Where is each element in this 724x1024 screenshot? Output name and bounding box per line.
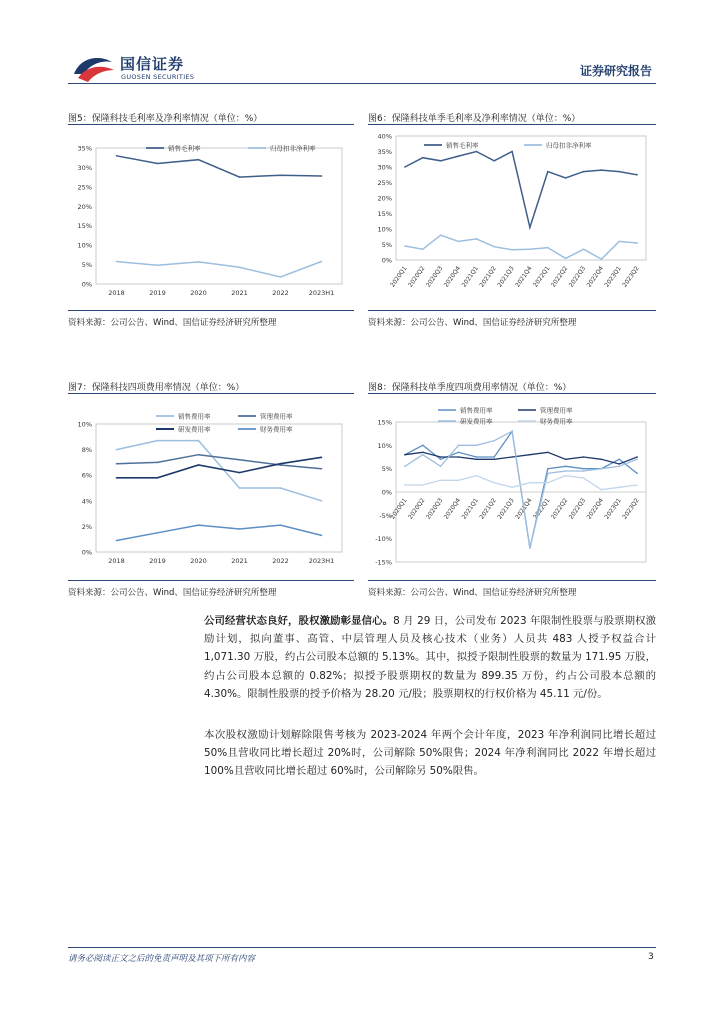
- data-point: [529, 248, 531, 250]
- y-tick-label: 10%: [377, 441, 392, 450]
- data-point: [601, 258, 603, 260]
- x-tick-label: 2022Q1: [532, 497, 552, 521]
- plot-frame: [96, 424, 342, 552]
- data-point: [157, 462, 159, 464]
- y-tick-label: 5%: [381, 241, 392, 249]
- data-point: [157, 163, 159, 165]
- y-tick-label: 8%: [81, 446, 92, 455]
- footer-rule: [68, 947, 656, 948]
- data-point: [476, 445, 478, 447]
- data-point: [239, 528, 241, 530]
- data-point: [280, 174, 282, 176]
- x-tick-label: 2020: [190, 557, 207, 565]
- data-point: [476, 151, 478, 153]
- legend-label: 管理费用率: [260, 412, 293, 421]
- data-point: [157, 477, 159, 479]
- data-point: [239, 459, 241, 461]
- data-point: [404, 166, 406, 168]
- data-point: [636, 242, 638, 244]
- y-tick-label: 25%: [77, 183, 92, 192]
- data-point: [583, 468, 585, 470]
- data-point: [493, 160, 495, 162]
- data-point: [239, 487, 241, 489]
- x-tick-label: 2023H1: [308, 557, 335, 565]
- data-point: [422, 248, 424, 250]
- data-point: [493, 440, 495, 442]
- x-tick-label: 2020Q2: [407, 497, 427, 521]
- y-tick-label: 5%: [81, 261, 92, 270]
- series-line: [117, 457, 322, 478]
- figure-7-source: 资料来源：公司公告、Wind、国信证券经济研究所整理: [68, 588, 277, 598]
- x-tick-label: 2020Q3: [424, 497, 445, 521]
- data-point: [511, 249, 513, 251]
- data-point: [458, 480, 460, 482]
- y-tick-label: 30%: [377, 163, 392, 172]
- data-point: [565, 470, 567, 472]
- legend-label: 财务费用率: [540, 417, 573, 426]
- x-tick-label: 2022Q1: [532, 265, 552, 289]
- fig-rule: [368, 393, 656, 394]
- data-point: [636, 456, 638, 458]
- x-tick-label: 2021Q1: [460, 497, 480, 521]
- legend-label: 研发费用率: [460, 417, 493, 426]
- data-point: [458, 456, 460, 458]
- x-tick-label: 2021Q2: [478, 265, 498, 289]
- data-point: [529, 454, 531, 456]
- data-point: [198, 524, 200, 526]
- y-tick-label: 30%: [77, 163, 92, 172]
- data-point: [157, 532, 159, 534]
- x-tick-label: 2019: [149, 289, 166, 297]
- legend-label: 归母扣非净利率: [270, 144, 316, 153]
- data-point: [618, 466, 620, 468]
- y-tick-label: 2%: [81, 522, 92, 531]
- data-point: [458, 445, 460, 447]
- data-point: [636, 459, 638, 461]
- guosen-logo-icon: [72, 52, 116, 86]
- data-point: [565, 258, 567, 260]
- data-point: [404, 454, 406, 456]
- x-tick-label: 2022Q4: [585, 497, 605, 521]
- legend-label: 销售毛利率: [446, 141, 479, 150]
- data-point: [476, 456, 478, 458]
- figure-6-title: 图6：保隆科技单季毛利率及净利率情况（单位：%）: [368, 114, 581, 124]
- logo: [72, 52, 116, 86]
- data-point: [116, 155, 118, 157]
- data-point: [198, 454, 200, 456]
- y-tick-label: 10%: [77, 420, 92, 429]
- data-point: [547, 452, 549, 454]
- data-point: [476, 475, 478, 477]
- x-tick-label: 2021: [231, 289, 248, 297]
- data-point: [601, 459, 603, 461]
- x-tick-label: 2020: [190, 289, 207, 297]
- y-tick-label: 0%: [381, 488, 392, 497]
- data-point: [636, 484, 638, 486]
- series-line: [117, 156, 322, 177]
- data-point: [321, 535, 323, 537]
- data-point: [440, 459, 442, 461]
- x-tick-label: 2022Q3: [567, 265, 588, 289]
- data-point: [511, 151, 513, 153]
- data-point: [404, 466, 406, 468]
- x-tick-label: 2023Q1: [603, 265, 623, 289]
- data-point: [547, 247, 549, 249]
- x-tick-label: 2021Q1: [460, 265, 480, 289]
- data-point: [618, 241, 620, 243]
- data-point: [280, 276, 282, 278]
- legend-label: 研发费用率: [178, 425, 211, 434]
- data-point: [239, 267, 241, 269]
- y-tick-label: 0%: [81, 280, 92, 289]
- data-point: [157, 440, 159, 442]
- y-tick-label: 15%: [377, 418, 392, 427]
- data-point: [565, 459, 567, 461]
- data-point: [116, 540, 118, 542]
- data-point: [404, 245, 406, 247]
- data-point: [493, 246, 495, 248]
- data-point: [583, 248, 585, 250]
- data-point: [440, 466, 442, 468]
- data-point: [511, 431, 513, 433]
- data-point: [440, 456, 442, 458]
- data-point: [493, 456, 495, 458]
- x-tick-label: 2019: [149, 557, 166, 565]
- y-tick-label: 40%: [377, 132, 392, 141]
- data-point: [601, 489, 603, 491]
- x-tick-label: 2020Q1: [389, 265, 409, 289]
- figure-6-source: 资料来源：公司公告、Wind、国信证券经济研究所整理: [368, 318, 577, 328]
- x-tick-label: 2023H1: [308, 289, 335, 297]
- fig-rule: [68, 310, 354, 311]
- data-point: [476, 459, 478, 461]
- data-point: [422, 157, 424, 159]
- series-line: [117, 441, 322, 501]
- data-point: [239, 176, 241, 178]
- data-point: [493, 482, 495, 484]
- data-point: [636, 473, 638, 475]
- logo-cn: 国信证券: [120, 55, 185, 73]
- y-tick-label: 25%: [377, 179, 392, 187]
- y-tick-label: 0%: [381, 256, 392, 265]
- legend-label: 销售费用率: [460, 406, 493, 415]
- data-point: [547, 473, 549, 475]
- paragraph-1-lead: 公司经营状态良好，股权激励彰显信心。: [204, 615, 394, 627]
- x-tick-label: 2022Q3: [567, 497, 588, 521]
- header-rule: [68, 83, 656, 84]
- data-point: [198, 464, 200, 466]
- x-tick-label: 2018: [108, 289, 125, 297]
- x-tick-label: 2020Q4: [442, 265, 463, 289]
- data-point: [529, 227, 531, 229]
- data-point: [198, 159, 200, 161]
- x-tick-label: 2022Q4: [585, 265, 605, 289]
- data-point: [422, 445, 424, 447]
- legend-label: 财务费用率: [260, 425, 293, 434]
- data-point: [280, 524, 282, 526]
- legend-label: 销售毛利率: [168, 144, 201, 153]
- data-point: [116, 261, 118, 263]
- page-number: 3: [648, 952, 654, 962]
- y-tick-label: -15%: [375, 558, 392, 567]
- data-point: [529, 482, 531, 484]
- data-point: [618, 171, 620, 173]
- data-point: [476, 238, 478, 240]
- y-tick-label: 5%: [381, 465, 392, 474]
- data-point: [440, 160, 442, 162]
- data-point: [422, 484, 424, 486]
- y-tick-label: 6%: [81, 471, 92, 480]
- figure-8-source: 资料来源：公司公告、Wind、国信证券经济研究所整理: [368, 588, 577, 598]
- chart-5: [68, 128, 354, 306]
- data-point: [511, 456, 513, 458]
- data-point: [547, 171, 549, 173]
- data-point: [458, 452, 460, 454]
- data-point: [440, 234, 442, 236]
- x-tick-label: 2021: [231, 557, 248, 565]
- x-tick-label: 2021Q4: [514, 497, 534, 521]
- data-point: [601, 169, 603, 171]
- y-tick-label: 35%: [77, 144, 92, 153]
- x-tick-label: 2023Q2: [621, 497, 641, 521]
- y-tick-label: 0%: [81, 548, 92, 557]
- fig-rule: [368, 580, 656, 581]
- y-tick-label: 10%: [377, 225, 392, 234]
- fig-rule: [68, 124, 354, 125]
- y-tick-label: -10%: [375, 535, 392, 544]
- series-line: [117, 262, 322, 278]
- chart-8: [368, 396, 656, 578]
- x-tick-label: 2021Q2: [478, 497, 498, 521]
- y-tick-label: 35%: [377, 148, 392, 156]
- x-tick-label: 2022Q2: [549, 497, 570, 521]
- fig-rule: [68, 580, 354, 581]
- data-point: [198, 440, 200, 442]
- x-tick-label: 2018: [108, 557, 125, 565]
- data-point: [440, 480, 442, 482]
- paragraph-1-text: 8 月 29 日，公司发布 2023 年限制性股票与股票期权激励计划，拟向董事、高管、中层管理人员及核心技术（业务）人员共 483 人授予权益合计 1,071.30 万股，约占公司股本总额的 5.13%。其中，拟授予限制性股票的数量为 171.95 万股，约占公司股本总额的 0.82%；拟授予股票期权的数量为 899.35 万份，约占公司股本总额的 4.30%。限制性股票的授予价格为 28.20 元/股；股票期权的行权价格为 45.11 元/份。: [204, 615, 656, 700]
- data-point: [565, 466, 567, 468]
- fig-rule: [368, 310, 656, 311]
- x-tick-label: 2022: [272, 557, 289, 565]
- data-point: [116, 463, 118, 465]
- y-tick-label: 4%: [81, 497, 92, 506]
- y-tick-label: 15%: [377, 210, 392, 218]
- data-point: [422, 452, 424, 454]
- y-tick-label: -5%: [379, 511, 392, 520]
- legend-label: 管理费用率: [540, 406, 573, 415]
- x-tick-label: 2020Q4: [442, 497, 463, 521]
- data-point: [493, 459, 495, 461]
- series-line: [405, 235, 637, 259]
- data-point: [618, 459, 620, 461]
- data-point: [583, 171, 585, 173]
- data-point: [157, 265, 159, 267]
- chart-7: [68, 396, 354, 578]
- report-type: 证券研究报告: [580, 64, 653, 78]
- y-tick-label: 20%: [377, 194, 392, 203]
- data-point: [321, 468, 323, 470]
- figure-8-title: 图8：保隆科技单季度四项费用率情况（单位：%）: [368, 383, 572, 393]
- fig-rule: [368, 124, 656, 125]
- x-tick-label: 2023Q1: [603, 497, 623, 521]
- x-tick-label: 2020Q1: [389, 497, 409, 521]
- data-point: [321, 261, 323, 263]
- series-line: [405, 152, 637, 228]
- data-point: [280, 463, 282, 465]
- data-point: [511, 487, 513, 489]
- data-point: [116, 477, 118, 479]
- figure-7-title: 图7：保隆科技四项费用率情况（单位：%）: [68, 383, 245, 393]
- data-point: [601, 468, 603, 470]
- x-tick-label: 2021Q3: [496, 265, 516, 289]
- data-point: [547, 482, 549, 484]
- y-tick-label: 10%: [77, 241, 92, 250]
- data-point: [529, 547, 531, 549]
- legend-label: 归母扣非净利率: [546, 141, 592, 150]
- x-tick-label: 2021Q3: [496, 497, 516, 521]
- figure-5-source: 资料来源：公司公告、Wind、国信证券经济研究所整理: [68, 318, 277, 328]
- x-tick-label: 2022: [272, 289, 289, 297]
- data-point: [321, 457, 323, 459]
- data-point: [198, 261, 200, 263]
- y-tick-label: 20%: [77, 202, 92, 211]
- data-point: [321, 500, 323, 502]
- legend-label: 销售费用率: [178, 412, 211, 421]
- x-tick-label: 2020Q2: [407, 265, 427, 289]
- series-line: [117, 525, 322, 540]
- data-point: [583, 477, 585, 479]
- logo-en: GUOSEN SECURITIES: [121, 73, 195, 81]
- data-point: [239, 472, 241, 474]
- data-point: [116, 449, 118, 451]
- fig-rule: [68, 393, 354, 394]
- data-point: [422, 454, 424, 456]
- data-point: [618, 487, 620, 489]
- paragraph-2: 本次股权激励计划解除限售考核为 2023-2024 年两个会计年度，2023 年净利润同比增长超过 50%且营收同比增长超过 20%时，公司解除 50%限售；2024 年净利润同比 2022 年增长超过 100%且营收同比增长超过 60%时，公司解除另 50%限售。: [204, 729, 656, 778]
- data-point: [280, 487, 282, 489]
- data-point: [618, 463, 620, 465]
- x-tick-label: 2023Q2: [621, 265, 641, 289]
- data-point: [547, 468, 549, 470]
- data-point: [636, 174, 638, 176]
- data-point: [565, 475, 567, 477]
- data-point: [321, 175, 323, 177]
- data-point: [404, 484, 406, 486]
- data-point: [458, 155, 460, 157]
- data-point: [458, 241, 460, 243]
- data-point: [583, 470, 585, 472]
- x-tick-label: 2021Q4: [514, 265, 534, 289]
- data-point: [565, 177, 567, 179]
- figure-5-title: 图5：保隆科技毛利率及净利率情况（单位：%）: [68, 114, 263, 124]
- chart-6: [368, 128, 656, 306]
- x-tick-label: 2022Q2: [549, 265, 570, 289]
- y-tick-label: 15%: [77, 222, 92, 231]
- data-point: [583, 456, 585, 458]
- disclaimer-note: 请务必阅读正文之后的免责声明及其项下所有内容: [68, 954, 256, 964]
- paragraph-1: [204, 612, 656, 703]
- x-tick-label: 2020Q3: [424, 265, 445, 289]
